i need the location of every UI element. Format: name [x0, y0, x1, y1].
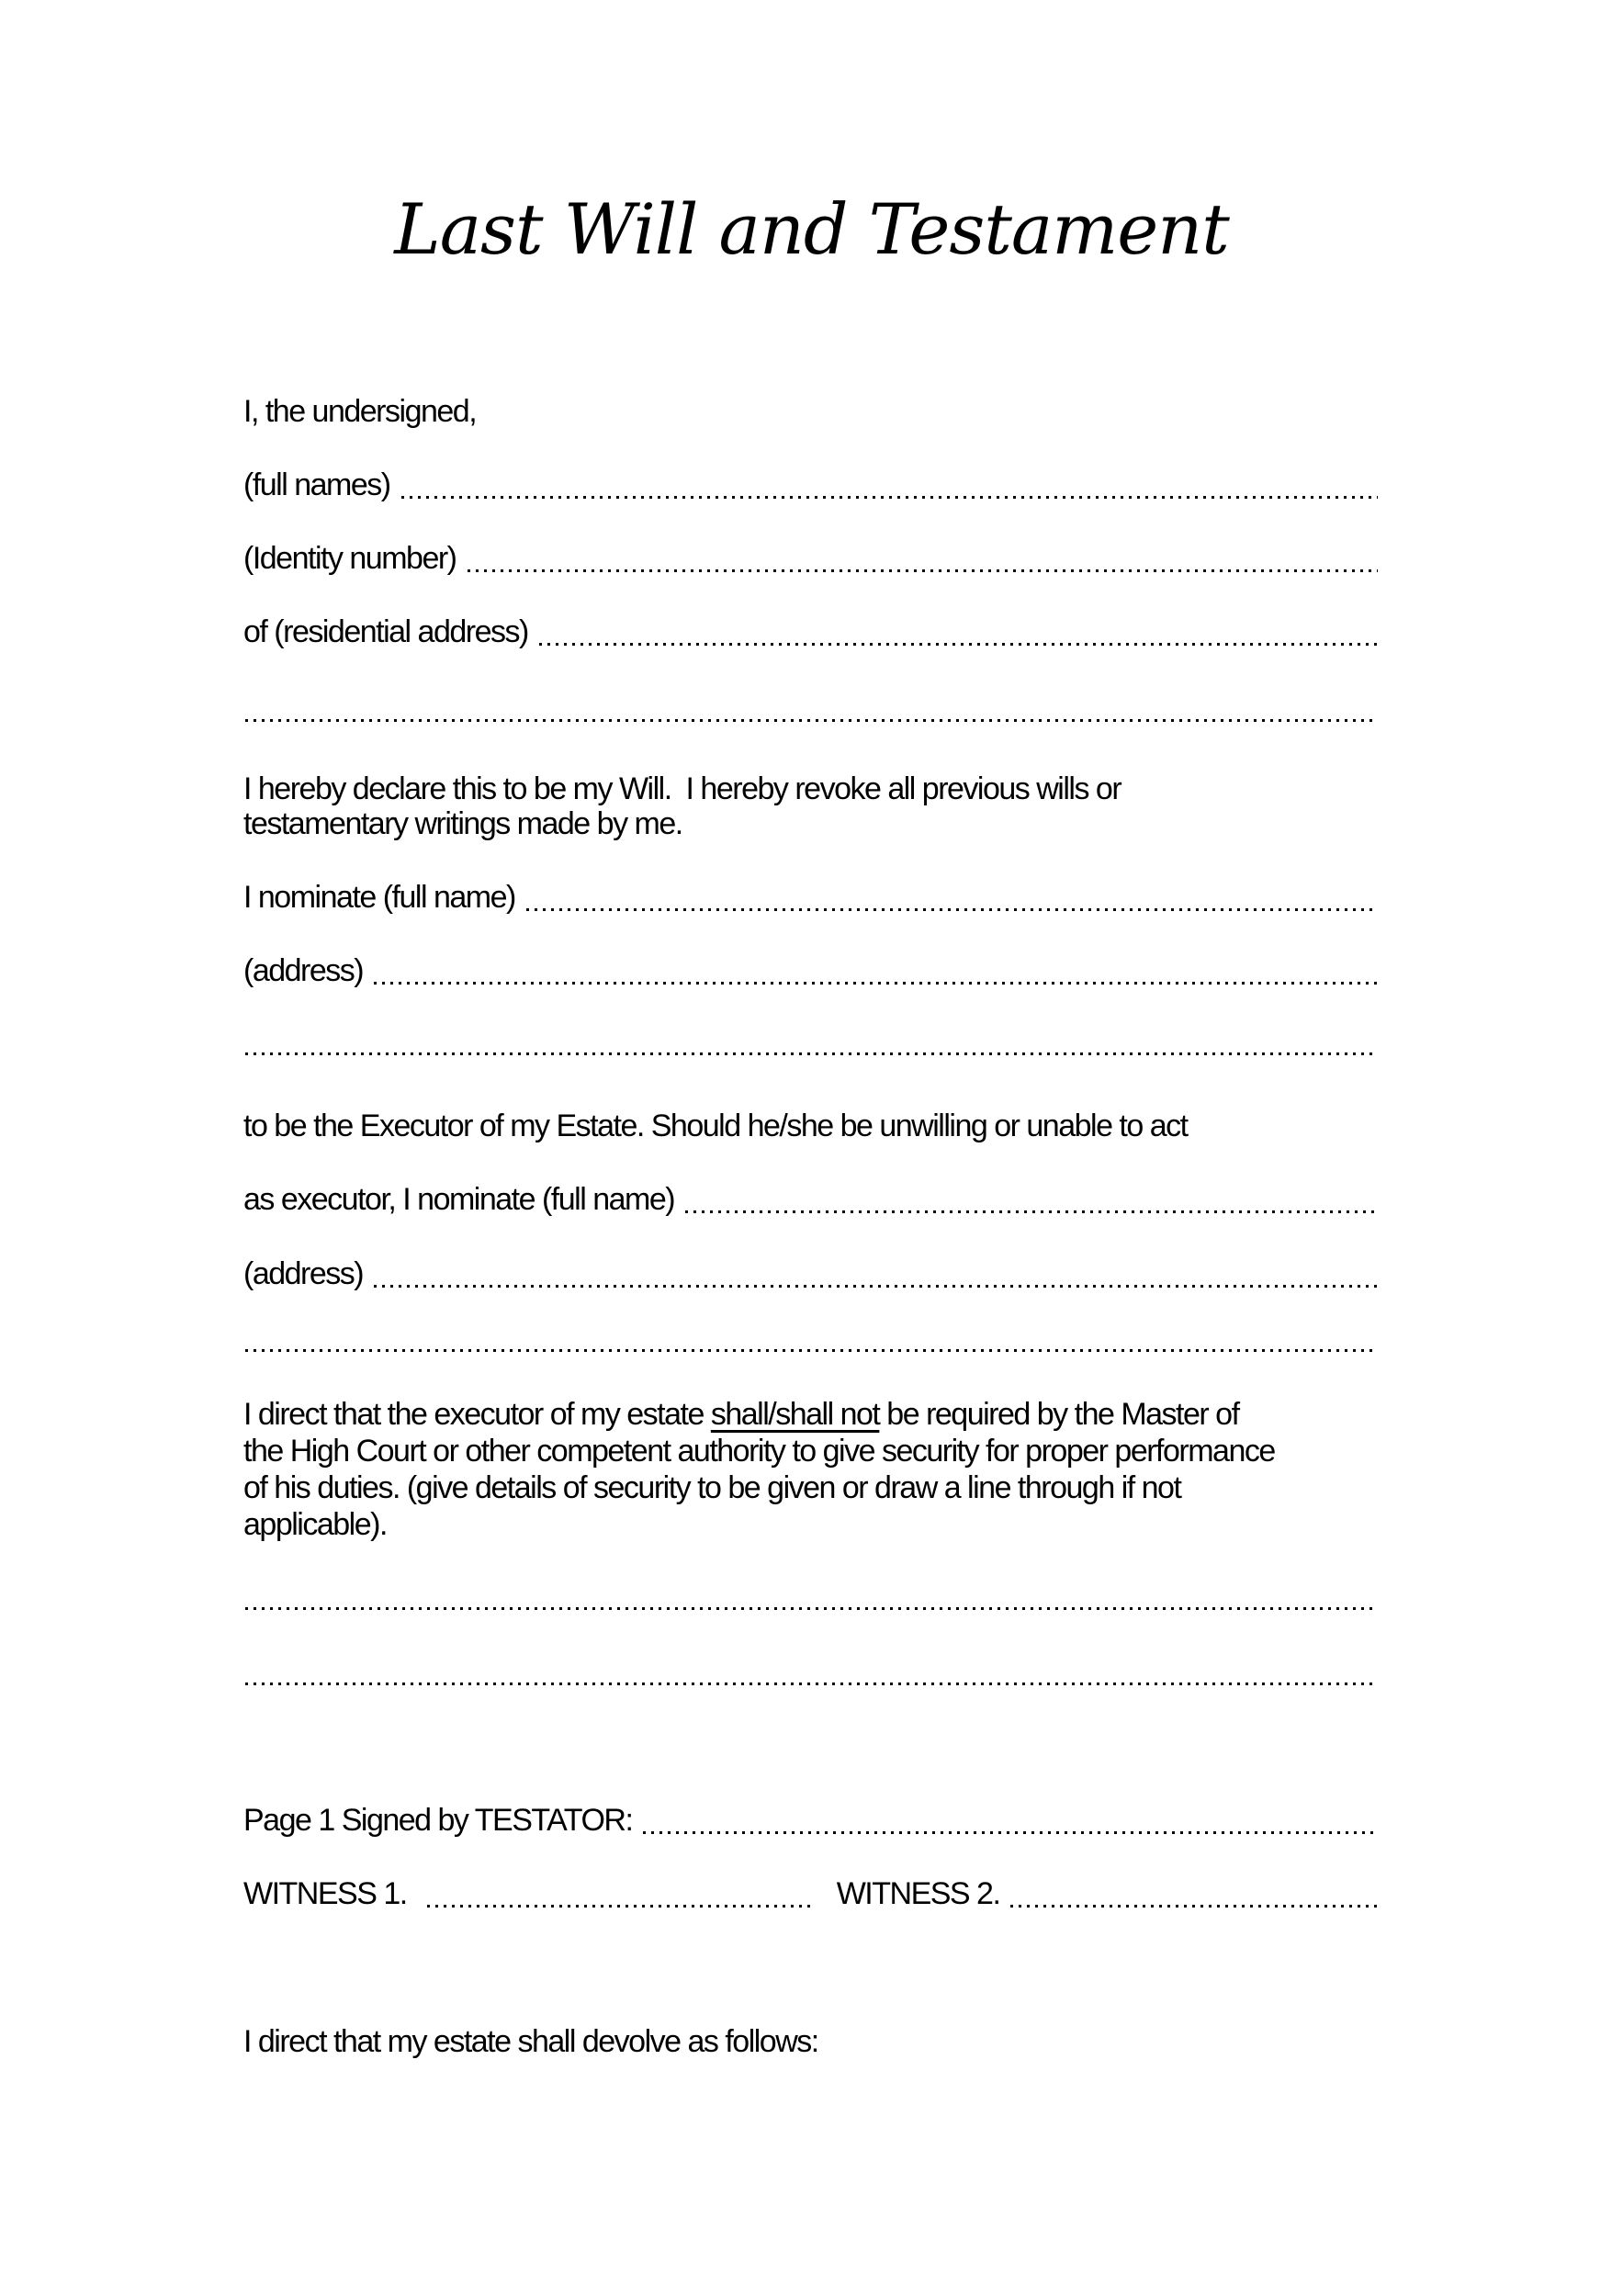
- witness-2-label: WITNESS 2.: [836, 1876, 1000, 1911]
- executor-address-fill-line: [374, 953, 1378, 988]
- witness-1-label: WITNESS 1.: [243, 1876, 407, 1911]
- field-residential-address: [243, 614, 1378, 649]
- field-alternate-executor: [243, 1182, 1378, 1217]
- testator-signature-line: [243, 1803, 1378, 1838]
- alternate-executor-fill-line: [685, 1182, 1378, 1217]
- alternate-address-label: (address): [243, 1256, 364, 1291]
- security-details-line-2: [243, 1654, 1378, 1689]
- estate-devolve-heading: I direct that my estate shall devolve as follows:: [243, 2024, 818, 2059]
- identity-number-fill-line: [468, 541, 1379, 576]
- security-clause-line-4: applicable).: [243, 1507, 387, 1542]
- security-clause-text: I direct that the executor of my estate: [243, 1397, 711, 1432]
- declaration-line-1: I hereby declare this to be my Will. I hereby revoke all previous wills or: [243, 771, 1121, 806]
- residential-address-fill-line: [539, 614, 1378, 649]
- identity-number-label: (Identity number): [243, 541, 456, 576]
- alternate-address-continuation: [243, 1321, 1378, 1356]
- field-alternate-address: [243, 1256, 1378, 1291]
- field-executor-address: [243, 953, 1378, 988]
- security-clause-line-3: of his duties. (give details of security to be given or draw a line through if not: [243, 1470, 1181, 1505]
- alternate-address-fill-line: [374, 1256, 1378, 1291]
- fill-line: [245, 691, 1378, 726]
- intro-line: I, the undersigned,: [243, 394, 477, 429]
- security-details-line-1: [243, 1579, 1378, 1614]
- nominate-fill-line: [526, 880, 1378, 915]
- residential-address-continuation: [243, 691, 1378, 726]
- witness-signature-line: [243, 1876, 1378, 1911]
- field-nominate-executor: [243, 880, 1378, 915]
- testator-signature-fill-line: [643, 1803, 1378, 1838]
- fill-line: [245, 1654, 1378, 1689]
- fill-line: [245, 1321, 1378, 1356]
- security-clause-line-1: [243, 1397, 1378, 1432]
- full-names-fill-line: [401, 467, 1378, 502]
- residential-address-label: of (residential address): [243, 614, 528, 649]
- security-clause-line-2: the High Court or other competent authority to give security for proper performance: [243, 1434, 1275, 1469]
- testator-signature-label: Page 1 Signed by TESTATOR:: [243, 1803, 633, 1838]
- security-clause-text: be required by the Master of: [879, 1397, 1239, 1432]
- witness-1-fill-line: [427, 1876, 811, 1911]
- fill-line: [245, 1579, 1378, 1614]
- alternate-executor-label: as executor, I nominate (full name): [243, 1182, 675, 1217]
- document-title: Last Will and Testament: [394, 188, 1229, 270]
- witness-2-fill-line: [1010, 1876, 1378, 1911]
- executor-address-label: (address): [243, 953, 364, 988]
- shall-shall-not-underlined: shall/shall not: [710, 1397, 880, 1432]
- nominate-label: I nominate (full name): [243, 880, 515, 915]
- declaration-line-2: testamentary writings made by me.: [243, 806, 682, 841]
- executor-address-continuation: [243, 1024, 1378, 1059]
- executor-statement: to be the Executor of my Estate. Should he/she be unwilling or unable to act: [243, 1109, 1188, 1143]
- field-full-names: [243, 467, 1378, 502]
- field-identity-number: [243, 541, 1378, 576]
- fill-line: [245, 1024, 1378, 1059]
- full-names-label: (full names): [243, 467, 390, 502]
